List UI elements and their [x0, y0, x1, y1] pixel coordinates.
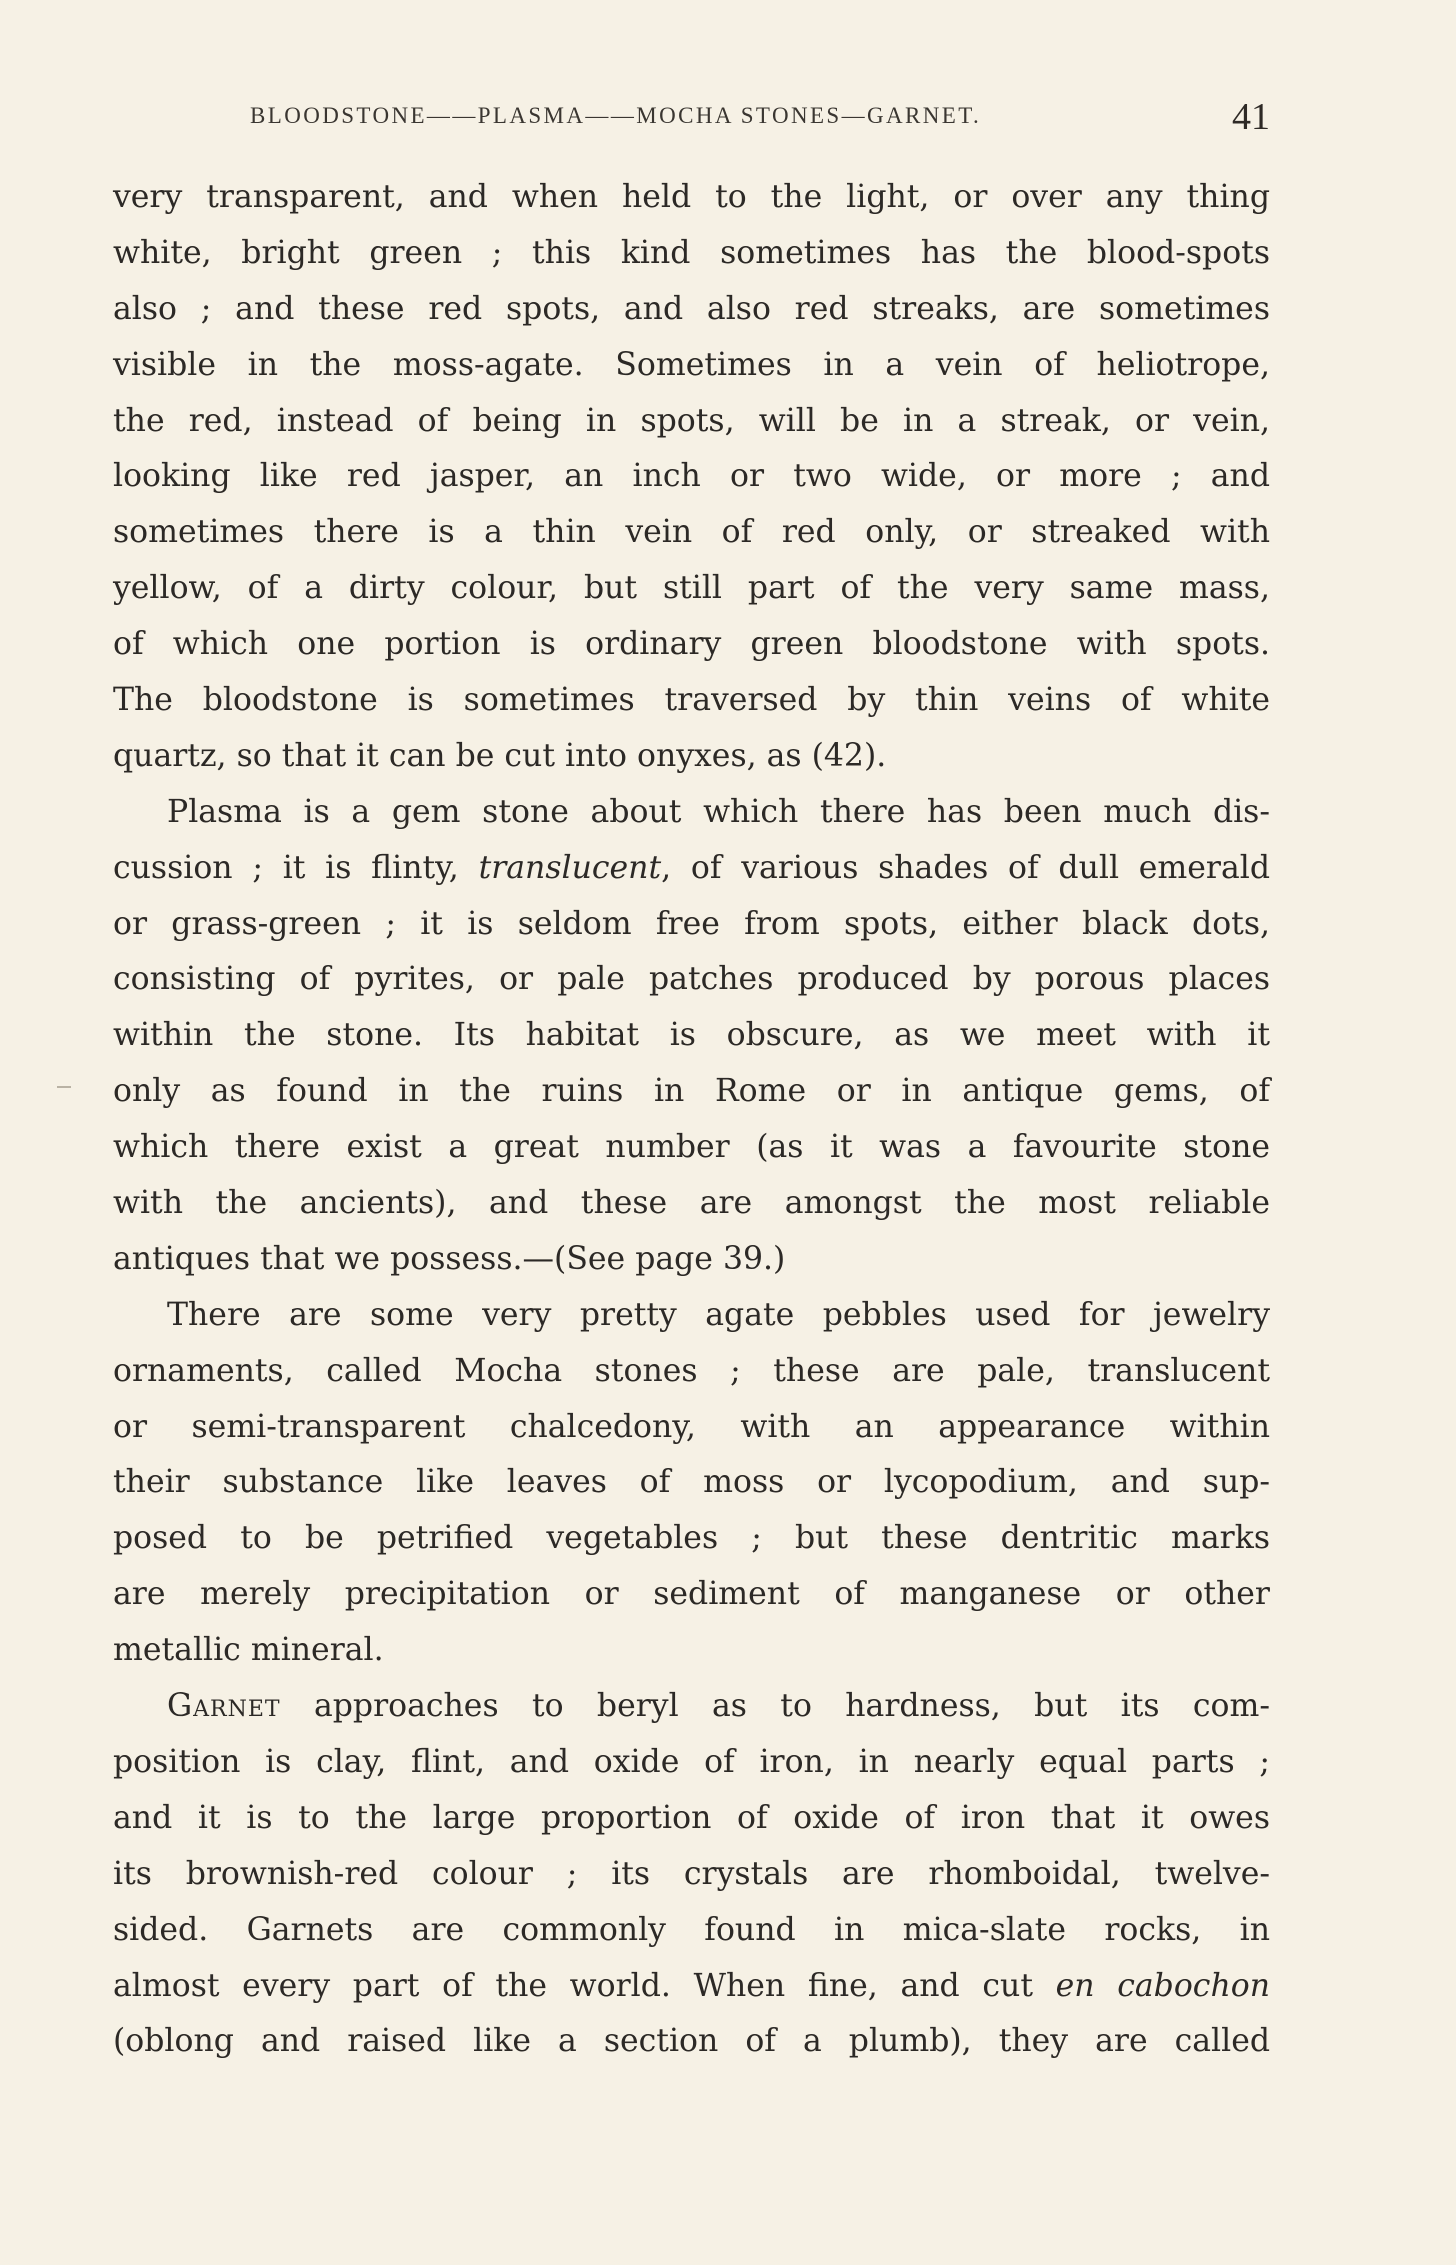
text-line: looking like red jasper, an inch or two wide, or more ; and	[113, 458, 1270, 495]
text-line	[113, 841, 1270, 897]
text-line: the red, instead of being in spots, will be in a streak, or vein,	[113, 402, 1270, 439]
paragraph-end-line: quartz, so that it can be cut into onyxes, as (42).	[113, 737, 887, 774]
text-line: (oblong and raised like a section of a plumb), they are called	[113, 2023, 1270, 2060]
text-line: white, bright green ; this kind sometimes has the blood-spots	[113, 234, 1270, 271]
text-line: only as found in the ruins in Rome or in antique gems, of	[113, 1073, 1270, 1110]
italic-term: translucent	[478, 849, 662, 886]
text-line: or semi-transparent chalcedony, with an appearance within	[113, 1408, 1270, 1445]
text-run: approaches to beryl as to hardness, but its com-	[280, 1688, 1270, 1725]
section-term: Garnet	[167, 1688, 281, 1725]
margin-mark	[57, 1086, 71, 1088]
text-line: its brownish-red colour ; its crystals are rhomboidal, twelve-	[113, 1855, 1270, 1892]
text-line: The bloodstone is sometimes traversed by thin veins of white	[113, 682, 1270, 719]
text-line: ornaments, called Mocha stones ; these are pale, translucent	[113, 1352, 1270, 1389]
text-line: which there exist a great number (as it was a favourite stone	[113, 1129, 1270, 1166]
paragraph-start-line	[113, 1679, 1270, 1735]
text-line: or grass-green ; it is seldom free from spots, either black dots,	[113, 905, 1270, 942]
text-line: sided. Garnets are commonly found in mica-slate rocks, in	[113, 1911, 1270, 1948]
running-title: BLOODSTONE——PLASMA——MOCHA STONES—GARNET.	[250, 103, 982, 128]
text-line	[113, 1959, 1270, 2015]
paragraph-start-line: Plasma is a gem stone about which there has been much dis-	[167, 793, 1270, 830]
text-line: of which one portion is ordinary green bloodstone with spots.	[113, 626, 1270, 663]
text-line: yellow, of a dirty colour, but still part of the very same mass,	[113, 570, 1270, 607]
body-text	[113, 170, 1270, 2070]
text-line: and it is to the large proportion of oxide of iron that it owes	[113, 1799, 1270, 1836]
text-line: are merely precipitation or sediment of manganese or other	[113, 1576, 1270, 1613]
text-line: position is clay, flint, and oxide of iron, in nearly equal parts ;	[113, 1743, 1270, 1780]
text-line: consisting of pyrites, or pale patches produced by porous places	[113, 961, 1270, 998]
italic-term: en cabochon	[1055, 1967, 1270, 2004]
text-line: within the stone. Its habitat is obscure, as we meet with it	[113, 1017, 1270, 1054]
paragraph-end-line: metallic mineral.	[113, 1632, 384, 1669]
text-run: cussion ; it is flinty,	[113, 849, 479, 886]
page-number: 41	[1232, 96, 1270, 138]
text-run: , of various shades of dull emerald	[661, 849, 1270, 886]
text-line: posed to be petrified vegetables ; but these dentritic marks	[113, 1520, 1270, 1557]
text-line: sometimes there is a thin vein of red only, or streaked with	[113, 514, 1270, 551]
text-line: with the ancients), and these are amongst the most reliable	[113, 1185, 1270, 1222]
text-line: their substance like leaves of moss or lycopodium, and sup-	[113, 1464, 1270, 1501]
text-run: almost every part of the world. When fine, and cut	[113, 1967, 1056, 2004]
paragraph-end-line: antiques that we possess.—(See page 39.)	[113, 1240, 786, 1277]
text-line: also ; and these red spots, and also red streaks, are sometimes	[113, 290, 1270, 327]
text-line: very transparent, and when held to the light, or over any thing	[113, 179, 1270, 215]
paragraph-start-line: There are some very pretty agate pebbles used for jewelry	[167, 1296, 1270, 1333]
text-line: visible in the moss-agate. Sometimes in a vein of heliotrope,	[113, 346, 1270, 383]
running-head	[250, 95, 1270, 145]
